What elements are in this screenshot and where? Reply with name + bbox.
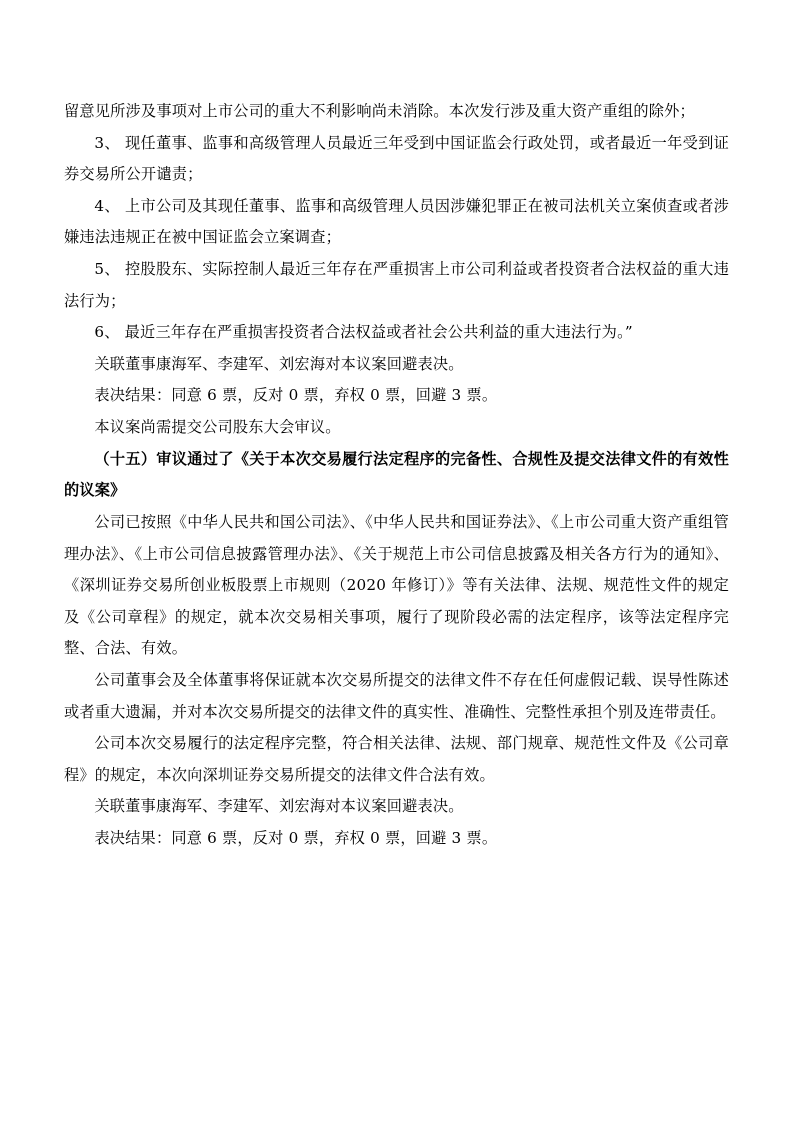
paragraph-item-4: 4、 上市公司及其现任董事、监事和高级管理人员因涉嫌犯罪正在被司法机关立案侦查或者涉嫌违法违规正在被中国证监会立案调查； (64, 196, 729, 247)
paragraph-continuation: 留意见所涉及事项对上市公司的重大不利影响尚未消除。本次发行涉及重大资产重组的除外； (64, 102, 695, 120)
paragraph-item-3: 3、 现任董事、监事和高级管理人员最近三年受到中国证监会行政处罚，或者最近一年受到证券交易所公开谴责； (64, 133, 729, 184)
paragraph-vote-first: 表决结果：同意 6 票，反对 0 票，弃权 0 票，回避 3 票。 (94, 386, 498, 405)
paragraph-vote-second: 表决结果：同意 6 票，反对 0 票，弃权 0 票，回避 3 票。 (94, 829, 498, 848)
paragraph-item-5: 5、 控股股东、实际控制人最近三年存在严重损害上市公司利益或者投资者合法权益的重大违法行为； (64, 260, 729, 310)
paragraph-compliance-conclusion: 公司本次交易履行的法定程序完整，符合相关法律、法规、部门规章、规范性文件及《公司章程》的规定，本次向深圳证券交易所提交的法律文件合法有效。 (64, 734, 729, 784)
paragraph-legal-procedures: 公司已按照《中华人民共和国公司法》、《中华人民共和国证券法》、《上市公司重大资产重组管理办法》、《上市公司信息披露管理办法》、《关于规范上市公司信息披露及相关各方行为的通知》、《深圳证券交易所创业板股票上市规则（2020 年修订）》等有关法律、法规、规范性文件的规定及《公司章程》的规定，就本次交易相关事项，履行了现阶段必需的法定程序，该等法定程序完整、合法、有效。 (64, 512, 729, 658)
paragraph-item-6: 6、 最近三年存在严重损害投资者合法权益或者社会公共利益的重大违法行为。” (94, 323, 633, 342)
paragraph-recusal-second: 关联董事康海军、李建军、刘宏海对本议案回避表决。 (94, 797, 464, 816)
paragraph-submit-to-shareholders: 本议案尚需提交公司股东大会审议。 (94, 418, 341, 437)
paragraph-board-guarantee: 公司董事会及全体董事将保证就本次交易所提交的法律文件不存在任何虚假记载、误导性陈述或者重大遗漏，并对本次交易所提交的法律文件的真实性、准确性、完整性承担个别及连带责任。 (64, 670, 729, 721)
section-heading-fifteen: （十五）审议通过了《关于本次交易履行法定程序的完备性、合规性及提交法律文件的有效性的议案》 (64, 449, 729, 500)
paragraph-recusal-first: 关联董事康海军、李建军、刘宏海对本议案回避表决。 (94, 354, 464, 373)
document-body (64, 96, 729, 855)
